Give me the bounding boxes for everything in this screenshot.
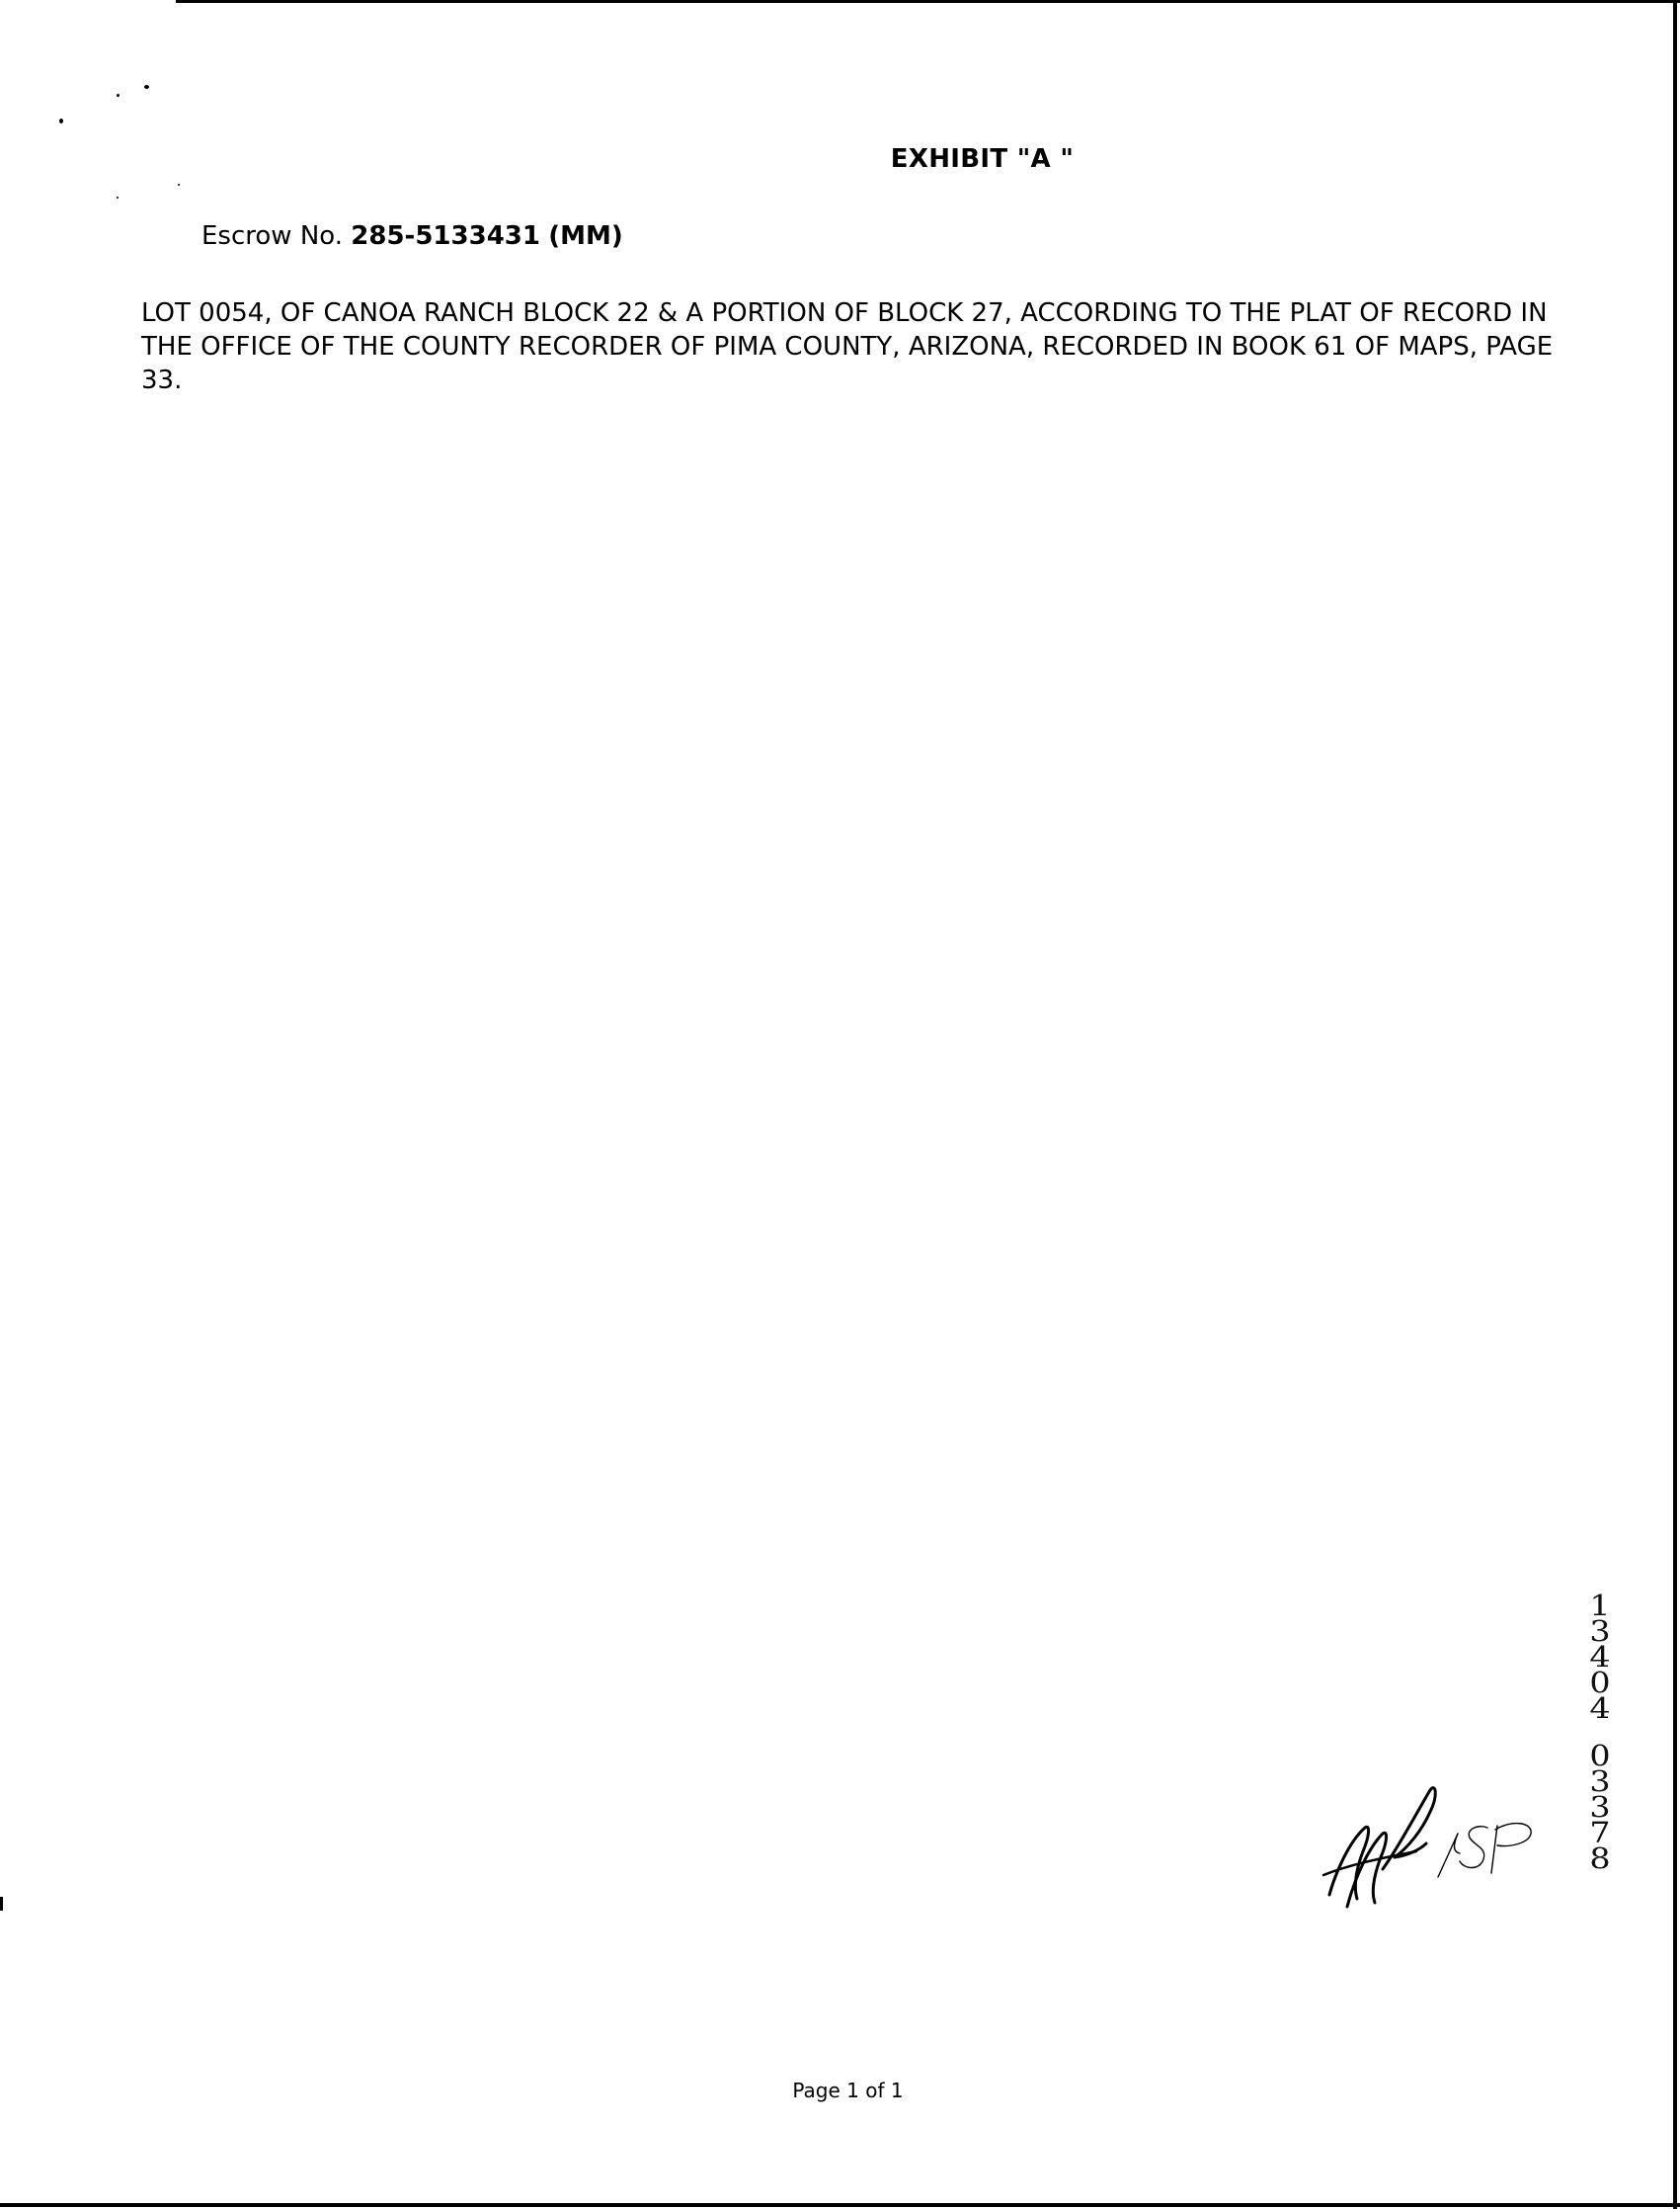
scan-speck bbox=[178, 184, 180, 186]
recording-stamp-number bbox=[1577, 1589, 1623, 1875]
page-indicator: Page 1 of 1 bbox=[792, 2079, 904, 2102]
scan-speck bbox=[144, 85, 149, 89]
scan-speck bbox=[59, 119, 63, 123]
legal-description: LOT 0054, OF CANOA RANCH BLOCK 22 & A PORTION OF BLOCK 27, ACCORDING TO THE PLAT OF RECORD IN THE OFFICE OF THE COUNTY RECORDER OF PIMA COUNTY, ARIZONA, RECORDED IN BOOK 61 OF MAPS, PAGE 33. bbox=[141, 298, 1554, 395]
stamp-digit: 0 bbox=[1589, 1739, 1611, 1772]
stamp-digit: 4 bbox=[1589, 1640, 1611, 1674]
escrow-code: (MM) bbox=[548, 221, 623, 251]
stamp-digit: 4 bbox=[1589, 1691, 1611, 1725]
escrow-line bbox=[201, 221, 623, 251]
scan-edge-bottom bbox=[0, 2203, 1680, 2207]
stamp-digit: 3 bbox=[1589, 1614, 1611, 1648]
stamp-digit: 3 bbox=[1589, 1764, 1611, 1798]
exhibit-title: EXHIBIT "A " bbox=[890, 144, 1075, 174]
stamp-digit: 8 bbox=[1589, 1841, 1611, 1875]
stamp-digit: 1 bbox=[1589, 1589, 1611, 1622]
stamp-digit: 7 bbox=[1589, 1816, 1611, 1849]
stamp-digit: 3 bbox=[1589, 1790, 1611, 1824]
scan-speck bbox=[117, 94, 120, 97]
scan-edge-right bbox=[1673, 0, 1677, 2209]
scan-speck bbox=[0, 1897, 3, 1911]
scan-speck bbox=[117, 197, 119, 199]
escrow-number: 285-5133431 bbox=[351, 221, 540, 251]
stamp-digit: 0 bbox=[1589, 1666, 1611, 1699]
escrow-label: Escrow No. bbox=[201, 221, 343, 251]
handwritten-initials-signature bbox=[1314, 1778, 1570, 1917]
scan-edge-top bbox=[176, 0, 1680, 3]
